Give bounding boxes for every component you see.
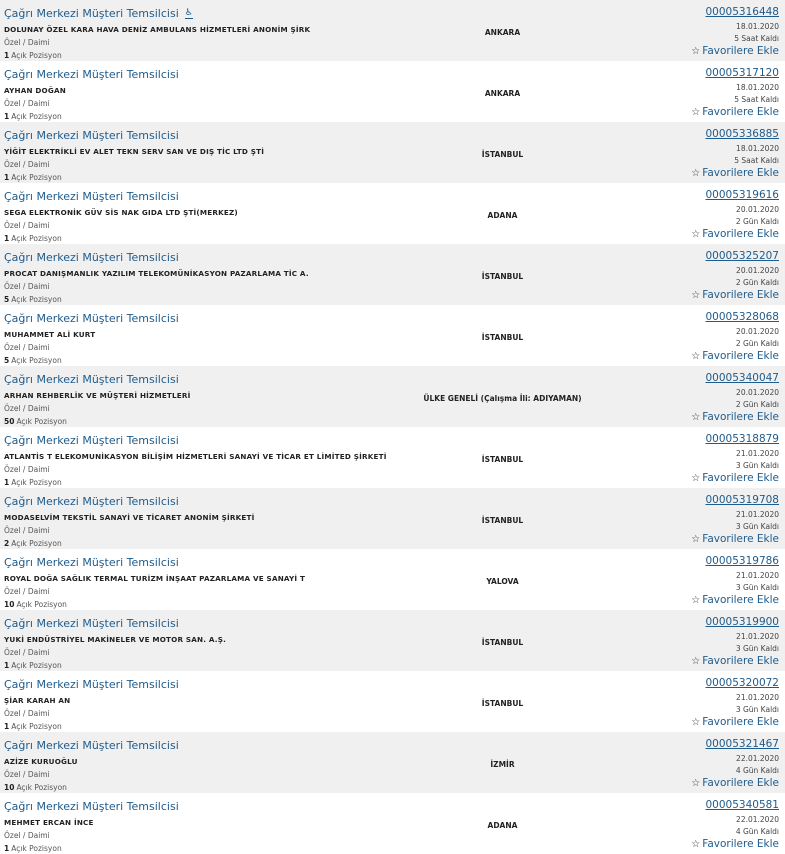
job-row: [0, 732, 785, 793]
add-to-favorites-button[interactable]: [691, 838, 779, 850]
job-reference-number[interactable]: 00005316448: [705, 6, 779, 18]
job-title-link[interactable]: [4, 129, 179, 142]
job-row: [0, 183, 785, 244]
posting-deadline-date: 18.01.2020: [736, 144, 779, 153]
time-remaining: 5 Saat Kaldı: [734, 95, 779, 104]
open-positions-label: Açık Pozisyon: [16, 783, 67, 792]
time-remaining: 3 Gün Kaldı: [735, 644, 779, 653]
job-title[interactable]: Çağrı Merkezi Müşteri Temsilcisi: [4, 7, 179, 20]
add-to-favorites-button[interactable]: [691, 106, 779, 118]
add-to-favorites-label[interactable]: Favorilere Ekle: [702, 167, 779, 179]
job-reference-number[interactable]: 00005320072: [705, 677, 779, 689]
open-positions-label: Açık Pozisyon: [11, 295, 62, 304]
open-positions-label: Açık Pozisyon: [11, 844, 62, 853]
star-icon: ☆: [691, 595, 701, 606]
open-positions: [4, 844, 62, 853]
star-icon: ☆: [691, 229, 701, 240]
employment-type: Özel / Daimi: [4, 160, 50, 169]
employment-type: Özel / Daimi: [4, 282, 50, 291]
open-positions: [4, 600, 67, 609]
job-title[interactable]: Çağrı Merkezi Müşteri Temsilcisi: [4, 617, 179, 630]
job-row: [0, 0, 785, 61]
company-name: AYHAN DOĞAN: [4, 86, 66, 95]
open-positions-count: 2: [4, 539, 10, 548]
open-positions: [4, 295, 62, 304]
job-title-link[interactable]: [4, 617, 179, 630]
job-city: İSTANBUL: [481, 333, 524, 342]
star-icon: ☆: [691, 534, 701, 545]
time-remaining: 2 Gün Kaldı: [735, 217, 779, 226]
job-title-link[interactable]: [4, 495, 179, 508]
open-positions: [4, 783, 67, 792]
star-icon: ☆: [691, 778, 701, 789]
job-title[interactable]: Çağrı Merkezi Müşteri Temsilcisi: [4, 739, 179, 752]
job-title[interactable]: Çağrı Merkezi Müşteri Temsilcisi: [4, 495, 179, 508]
job-title[interactable]: Çağrı Merkezi Müşteri Temsilcisi: [4, 373, 179, 386]
open-positions: [4, 478, 62, 487]
posting-deadline-date: 21.01.2020: [736, 632, 779, 641]
job-title-link[interactable]: [4, 7, 193, 20]
job-row: [0, 244, 785, 305]
job-city: İSTANBUL: [481, 699, 524, 708]
employment-type: Özel / Daimi: [4, 404, 50, 413]
add-to-favorites-button[interactable]: [691, 289, 779, 301]
open-positions-count: 5: [4, 356, 10, 365]
job-title-link[interactable]: [4, 556, 179, 569]
add-to-favorites-button[interactable]: [691, 533, 779, 545]
open-positions-count: 1: [4, 173, 10, 182]
job-row: [0, 488, 785, 549]
open-positions-count: 1: [4, 234, 10, 243]
add-to-favorites-button[interactable]: [691, 228, 779, 240]
open-positions: [4, 417, 67, 426]
job-title[interactable]: Çağrı Merkezi Müşteri Temsilcisi: [4, 800, 179, 813]
job-title-link[interactable]: [4, 312, 179, 325]
job-title-link[interactable]: [4, 373, 179, 386]
open-positions-count: 1: [4, 722, 10, 731]
job-row: [0, 671, 785, 732]
add-to-favorites-button[interactable]: [691, 594, 779, 606]
open-positions-label: Açık Pozisyon: [11, 173, 62, 182]
job-reference-number[interactable]: 00005319786: [705, 555, 779, 567]
add-to-favorites-label[interactable]: Favorilere Ekle: [702, 655, 779, 667]
job-reference-number[interactable]: 00005336885: [705, 128, 779, 140]
open-positions-count: 1: [4, 844, 10, 853]
add-to-favorites-label[interactable]: Favorilere Ekle: [702, 533, 779, 545]
job-title-link[interactable]: [4, 251, 179, 264]
employment-type: Özel / Daimi: [4, 709, 50, 718]
company-name: YUKİ ENDÜSTRİYEL MAKİNELER VE MOTOR SAN. A.Ş.: [4, 635, 227, 644]
open-positions-label: Açık Pozisyon: [11, 356, 62, 365]
job-reference-number[interactable]: 00005328068: [705, 311, 779, 323]
company-name: ŞİAR KARAH AN: [4, 696, 71, 705]
open-positions-label: Açık Pozisyon: [11, 112, 62, 121]
star-icon: ☆: [691, 107, 701, 118]
time-remaining: 5 Saat Kaldı: [734, 156, 779, 165]
company-name: YİĞİT ELEKTRİKLİ EV ALET TEKN SERV SAN VE DIŞ TİC LTD ŞTİ: [4, 147, 265, 156]
company-name: MUHAMMET ALİ KURT: [4, 330, 96, 339]
add-to-favorites-button[interactable]: [691, 716, 779, 728]
company-name: DOLUNAY ÖZEL KARA HAVA DENİZ AMBULANS HİZMETLERİ ANONİM ŞİRK: [4, 25, 311, 34]
open-positions-count: 50: [4, 417, 15, 426]
open-positions-label: Açık Pozisyon: [11, 722, 62, 731]
employment-type: Özel / Daimi: [4, 526, 50, 535]
company-name: PROCAT DANIŞMANLIK YAZILIM TELEKOMÜNİKASYON PAZARLAMA TİC A.: [4, 269, 309, 278]
posting-deadline-date: 18.01.2020: [736, 83, 779, 92]
open-positions: [4, 173, 62, 182]
star-icon: ☆: [691, 351, 701, 362]
star-icon: ☆: [691, 839, 701, 850]
job-title[interactable]: Çağrı Merkezi Müşteri Temsilcisi: [4, 190, 179, 203]
add-to-favorites-label[interactable]: Favorilere Ekle: [702, 411, 779, 423]
job-title[interactable]: Çağrı Merkezi Müşteri Temsilcisi: [4, 434, 179, 447]
job-title-link[interactable]: [4, 190, 179, 203]
add-to-favorites-label[interactable]: Favorilere Ekle: [702, 228, 779, 240]
add-to-favorites-label[interactable]: Favorilere Ekle: [702, 838, 779, 850]
add-to-favorites-button[interactable]: [691, 472, 779, 484]
open-positions-count: 1: [4, 478, 10, 487]
open-positions-label: Açık Pozisyon: [11, 51, 62, 60]
posting-deadline-date: 21.01.2020: [736, 693, 779, 702]
star-icon: ☆: [691, 290, 701, 301]
posting-deadline-date: 21.01.2020: [736, 449, 779, 458]
company-name: AZİZE KURUOĞLU: [4, 757, 78, 766]
time-remaining: 4 Gün Kaldı: [735, 766, 779, 775]
job-city: YALOVA: [486, 577, 519, 586]
employment-type: Özel / Daimi: [4, 221, 50, 230]
employment-type: Özel / Daimi: [4, 831, 50, 840]
company-name: SEGA ELEKTRONİK GÜV SİS NAK GIDA LTD ŞTİ(MERKEZ): [4, 208, 238, 217]
company-name: ARHAN REHBERLİK VE MÜŞTERİ HİZMETLERİ: [4, 391, 191, 400]
add-to-favorites-button[interactable]: [691, 411, 779, 423]
job-reference-number[interactable]: 00005325207: [705, 250, 779, 262]
open-positions: [4, 356, 62, 365]
job-title-link[interactable]: [4, 434, 179, 447]
company-name: MEHMET ERCAN İNCE: [4, 818, 94, 827]
star-icon: ☆: [691, 412, 701, 423]
open-positions-count: 10: [4, 600, 15, 609]
time-remaining: 4 Gün Kaldı: [735, 827, 779, 836]
star-icon: ☆: [691, 656, 701, 667]
job-row: [0, 427, 785, 488]
employment-type: Özel / Daimi: [4, 648, 50, 657]
posting-deadline-date: 22.01.2020: [736, 754, 779, 763]
posting-deadline-date: 21.01.2020: [736, 510, 779, 519]
job-title-link[interactable]: [4, 800, 179, 813]
job-title[interactable]: Çağrı Merkezi Müşteri Temsilcisi: [4, 678, 179, 691]
job-reference-number[interactable]: 00005318879: [705, 433, 779, 445]
job-row: [0, 366, 785, 427]
open-positions-label: Açık Pozisyon: [16, 600, 67, 609]
add-to-favorites-label[interactable]: Favorilere Ekle: [702, 594, 779, 606]
add-to-favorites-label[interactable]: Favorilere Ekle: [702, 716, 779, 728]
accessibility-icon: ♿: [184, 8, 193, 18]
employment-type: Özel / Daimi: [4, 343, 50, 352]
posting-deadline-date: 20.01.2020: [736, 266, 779, 275]
posting-deadline-date: 18.01.2020: [736, 22, 779, 31]
open-positions: [4, 539, 62, 548]
job-title[interactable]: Çağrı Merkezi Müşteri Temsilcisi: [4, 251, 179, 264]
open-positions: [4, 661, 62, 670]
time-remaining: 3 Gün Kaldı: [735, 461, 779, 470]
job-city: İSTANBUL: [481, 272, 524, 281]
time-remaining: 5 Saat Kaldı: [734, 34, 779, 43]
job-title-link[interactable]: [4, 739, 179, 752]
open-positions-count: 1: [4, 112, 10, 121]
open-positions-count: 1: [4, 661, 10, 670]
star-icon: ☆: [691, 473, 701, 484]
job-title[interactable]: Çağrı Merkezi Müşteri Temsilcisi: [4, 68, 179, 81]
job-city: ÜLKE GENELİ (Çalışma İli: ADIYAMAN): [423, 394, 582, 403]
star-icon: ☆: [691, 46, 701, 57]
open-positions-label: Açık Pozisyon: [11, 478, 62, 487]
company-name: MODASELVİM TEKSTİL SANAYİ VE TİCARET ANONİM ŞİRKETİ: [4, 513, 255, 522]
open-positions: [4, 722, 62, 731]
add-to-favorites-label[interactable]: Favorilere Ekle: [702, 289, 779, 301]
company-name: ATLANTİS T ELEKOMUNİKASYON BİLİŞİM HİZMETLERİ SANAYİ VE TİCAR ET LİMİTED ŞİRKETİ: [4, 452, 387, 461]
open-positions-label: Açık Pozisyon: [11, 661, 62, 670]
add-to-favorites-button[interactable]: [691, 777, 779, 789]
job-row: [0, 549, 785, 610]
employment-type: Özel / Daimi: [4, 770, 50, 779]
star-icon: ☆: [691, 717, 701, 728]
job-city: İSTANBUL: [481, 455, 524, 464]
open-positions-count: 5: [4, 295, 10, 304]
add-to-favorites-button[interactable]: [691, 350, 779, 362]
add-to-favorites-button[interactable]: [691, 655, 779, 667]
posting-deadline-date: 20.01.2020: [736, 205, 779, 214]
job-reference-number[interactable]: 00005340581: [705, 799, 779, 811]
add-to-favorites-label[interactable]: Favorilere Ekle: [702, 45, 779, 57]
job-city: İSTANBUL: [481, 516, 524, 525]
job-row: [0, 61, 785, 122]
job-row: [0, 793, 785, 854]
job-row: [0, 610, 785, 671]
job-title-link[interactable]: [4, 68, 179, 81]
job-city: İZMİR: [490, 760, 515, 769]
add-to-favorites-label[interactable]: Favorilere Ekle: [702, 350, 779, 362]
employment-type: Özel / Daimi: [4, 587, 50, 596]
job-reference-number[interactable]: 00005319900: [705, 616, 779, 628]
job-title[interactable]: Çağrı Merkezi Müşteri Temsilcisi: [4, 556, 179, 569]
company-name: ROYAL DOĞA SAĞLIK TERMAL TURİZM İNŞAAT PAZARLAMA VE SANAYİ T: [4, 574, 306, 583]
posting-deadline-date: 20.01.2020: [736, 388, 779, 397]
add-to-favorites-button[interactable]: [691, 45, 779, 57]
star-icon: ☆: [691, 168, 701, 179]
posting-deadline-date: 22.01.2020: [736, 815, 779, 824]
open-positions: [4, 234, 62, 243]
job-reference-number[interactable]: 00005317120: [705, 67, 779, 79]
time-remaining: 2 Gün Kaldı: [735, 278, 779, 287]
time-remaining: 3 Gün Kaldı: [735, 705, 779, 714]
job-title[interactable]: Çağrı Merkezi Müşteri Temsilcisi: [4, 129, 179, 142]
time-remaining: 2 Gün Kaldı: [735, 400, 779, 409]
open-positions: [4, 51, 62, 60]
job-city: ANKARA: [484, 89, 521, 98]
job-reference-number[interactable]: 00005321467: [705, 738, 779, 750]
job-city: ADANA: [487, 821, 518, 830]
posting-deadline-date: 20.01.2020: [736, 327, 779, 336]
job-city: ANKARA: [484, 28, 521, 37]
open-positions-count: 10: [4, 783, 15, 792]
open-positions-label: Açık Pozisyon: [16, 417, 67, 426]
employment-type: Özel / Daimi: [4, 465, 50, 474]
open-positions-label: Açık Pozisyon: [11, 234, 62, 243]
job-reference-number[interactable]: 00005319616: [705, 189, 779, 201]
job-city: ADANA: [487, 211, 518, 220]
job-reference-number[interactable]: 00005319708: [705, 494, 779, 506]
time-remaining: 2 Gün Kaldı: [735, 339, 779, 348]
open-positions: [4, 112, 62, 121]
job-title-link[interactable]: [4, 678, 179, 691]
job-title[interactable]: Çağrı Merkezi Müşteri Temsilcisi: [4, 312, 179, 325]
open-positions-label: Açık Pozisyon: [11, 539, 62, 548]
job-city: İSTANBUL: [481, 638, 524, 647]
employment-type: Özel / Daimi: [4, 99, 50, 108]
job-reference-number[interactable]: 00005340047: [705, 372, 779, 384]
time-remaining: 3 Gün Kaldı: [735, 522, 779, 531]
add-to-favorites-button[interactable]: [691, 167, 779, 179]
time-remaining: 3 Gün Kaldı: [735, 583, 779, 592]
add-to-favorites-label[interactable]: Favorilere Ekle: [702, 106, 779, 118]
add-to-favorites-label[interactable]: Favorilere Ekle: [702, 472, 779, 484]
job-row: [0, 122, 785, 183]
employment-type: Özel / Daimi: [4, 38, 50, 47]
open-positions-count: 1: [4, 51, 10, 60]
job-city: İSTANBUL: [481, 150, 524, 159]
job-row: [0, 305, 785, 366]
add-to-favorites-label[interactable]: Favorilere Ekle: [702, 777, 779, 789]
posting-deadline-date: 21.01.2020: [736, 571, 779, 580]
